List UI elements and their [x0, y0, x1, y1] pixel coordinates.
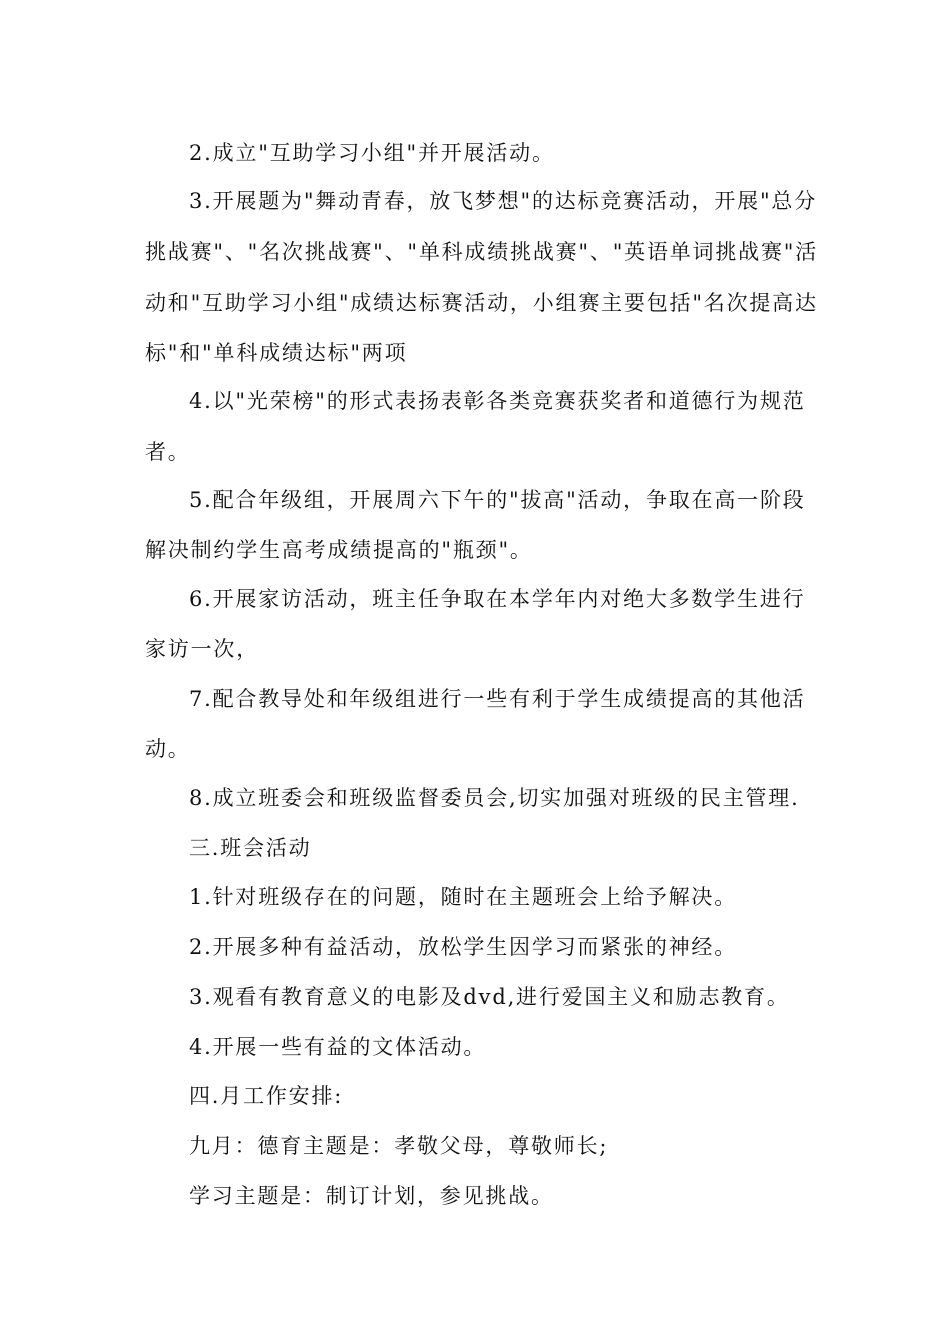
paragraph-line: 7.配合教导处和年级组进行一些有利于学生成绩提高的其他活 [189, 687, 806, 711]
paragraph-line: 九月：德育主题是：孝敬父母，尊敬师长; [189, 1134, 609, 1158]
paragraph-line: 4.开展一些有益的文体活动。 [189, 1035, 487, 1059]
paragraph-line: 2.开展多种有益活动，放松学生因学习而紧张的神经。 [189, 935, 738, 959]
paragraph-line: 1.针对班级存在的问题，随时在主题班会上给予解决。 [189, 885, 738, 909]
paragraph-line: 者。 [145, 440, 191, 464]
paragraph-line: 3.开展题为"舞动青春，放飞梦想"的达标竞赛活动，开展"总分 [189, 189, 818, 213]
paragraph-line: 家访一次， [145, 637, 259, 661]
paragraph-line: 4.以"光荣榜"的形式表扬表彰各类竞赛获奖者和道德行为规范 [189, 389, 806, 413]
paragraph-line: 6.开展家访活动，班主任争取在本学年内对绝大多数学生进行 [189, 587, 806, 611]
paragraph-line: 动。 [145, 737, 191, 761]
paragraph-line: 动和"互助学习小组"成绩达标赛活动，小组赛主要包括"名次提高达 [145, 291, 818, 315]
paragraph-line: 挑战赛"、"名次挑战赛"、"单科成绩挑战赛"、"英语单词挑战赛"活 [145, 240, 819, 264]
section-heading: 四.月工作安排: [189, 1084, 344, 1108]
paragraph-line: 解决制约学生高考成绩提高的"瓶颈"。 [145, 538, 533, 562]
paragraph-line: 3.观看有教育意义的电影及dvd,进行爱国主义和励志教育。 [189, 985, 790, 1009]
paragraph-line: 学习主题是：制订计划，参见挑战。 [189, 1184, 554, 1208]
paragraph-line: 8.成立班委会和班级监督委员会,切实加强对班级的民主管理. [189, 786, 800, 810]
section-heading: 三.班会活动 [189, 836, 312, 860]
paragraph-line: 5.配合年级组，开展周六下午的"拔高"活动，争取在高一阶段 [189, 488, 806, 512]
paragraph-line: 标"和"单科成绩达标"两项 [145, 341, 408, 365]
paragraph-line: 2.成立"互助学习小组"并开展活动。 [189, 141, 555, 165]
